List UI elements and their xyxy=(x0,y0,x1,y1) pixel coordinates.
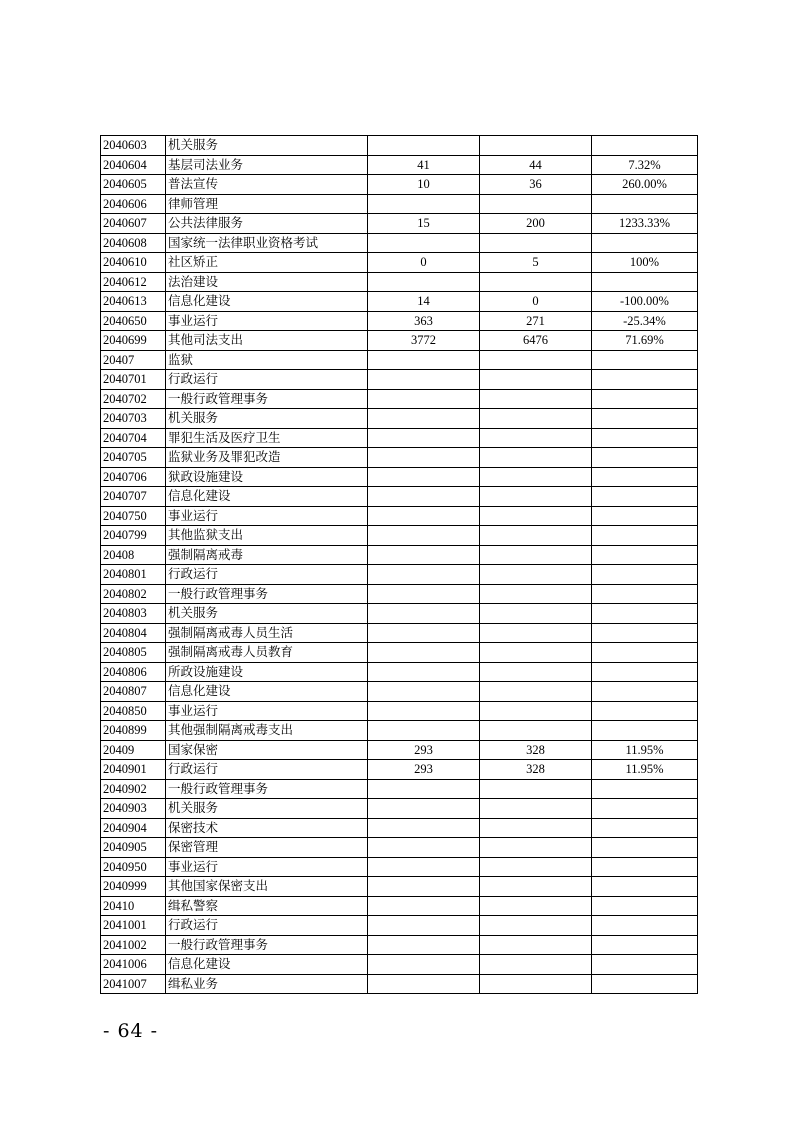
change-percent-cell xyxy=(592,136,698,156)
table-row xyxy=(101,935,698,955)
change-percent-cell: 11.95% xyxy=(592,740,698,760)
table-row xyxy=(101,214,698,234)
subject-code-cell: 2040605 xyxy=(101,175,166,195)
change-percent-cell xyxy=(592,818,698,838)
prior-amount-cell: 0 xyxy=(368,253,480,273)
current-amount-cell: 200 xyxy=(480,214,592,234)
subject-code-cell: 2040950 xyxy=(101,857,166,877)
table-row xyxy=(101,604,698,624)
subject-name-cell: 行政运行 xyxy=(166,916,368,936)
current-amount-cell: 0 xyxy=(480,292,592,312)
subject-code-cell: 2040607 xyxy=(101,214,166,234)
subject-code-cell: 2040699 xyxy=(101,331,166,351)
table-row xyxy=(101,487,698,507)
current-amount-cell xyxy=(480,779,592,799)
subject-name-cell: 机关服务 xyxy=(166,409,368,429)
subject-name-cell: 事业运行 xyxy=(166,506,368,526)
current-amount-cell xyxy=(480,350,592,370)
subject-code-cell: 2040608 xyxy=(101,233,166,253)
table-row xyxy=(101,974,698,994)
table-row xyxy=(101,506,698,526)
table-row xyxy=(101,760,698,780)
prior-amount-cell xyxy=(368,838,480,858)
subject-code-cell: 2041006 xyxy=(101,955,166,975)
table-row xyxy=(101,526,698,546)
table-row xyxy=(101,799,698,819)
change-percent-cell: 260.00% xyxy=(592,175,698,195)
prior-amount-cell xyxy=(368,448,480,468)
subject-code-cell: 2041007 xyxy=(101,974,166,994)
subject-name-cell: 事业运行 xyxy=(166,857,368,877)
subject-name-cell: 罪犯生活及医疗卫生 xyxy=(166,428,368,448)
subject-code-cell: 2040612 xyxy=(101,272,166,292)
subject-code-cell: 2040903 xyxy=(101,799,166,819)
current-amount-cell xyxy=(480,662,592,682)
subject-code-cell: 2040703 xyxy=(101,409,166,429)
table-row xyxy=(101,253,698,273)
prior-amount-cell xyxy=(368,682,480,702)
subject-name-cell: 事业运行 xyxy=(166,701,368,721)
table-row xyxy=(101,584,698,604)
subject-code-cell: 2040705 xyxy=(101,448,166,468)
prior-amount-cell xyxy=(368,779,480,799)
current-amount-cell xyxy=(480,370,592,390)
change-percent-cell xyxy=(592,428,698,448)
subject-name-cell: 保密管理 xyxy=(166,838,368,858)
current-amount-cell xyxy=(480,428,592,448)
table-row xyxy=(101,721,698,741)
change-percent-cell xyxy=(592,272,698,292)
current-amount-cell xyxy=(480,701,592,721)
current-amount-cell xyxy=(480,545,592,565)
current-amount-cell xyxy=(480,389,592,409)
subject-name-cell: 其他司法支出 xyxy=(166,331,368,351)
change-percent-cell: 100% xyxy=(592,253,698,273)
subject-code-cell: 2040905 xyxy=(101,838,166,858)
change-percent-cell xyxy=(592,350,698,370)
change-percent-cell xyxy=(592,974,698,994)
current-amount-cell xyxy=(480,877,592,897)
subject-name-cell: 律师管理 xyxy=(166,194,368,214)
table-row xyxy=(101,428,698,448)
table-row xyxy=(101,877,698,897)
subject-name-cell: 强制隔离戒毒人员教育 xyxy=(166,643,368,663)
change-percent-cell xyxy=(592,487,698,507)
prior-amount-cell: 363 xyxy=(368,311,480,331)
subject-name-cell: 机关服务 xyxy=(166,604,368,624)
subject-name-cell: 其他国家保密支出 xyxy=(166,877,368,897)
subject-code-cell: 2040904 xyxy=(101,818,166,838)
change-percent-cell xyxy=(592,799,698,819)
subject-name-cell: 强制隔离戒毒人员生活 xyxy=(166,623,368,643)
subject-code-cell: 20407 xyxy=(101,350,166,370)
change-percent-cell xyxy=(592,526,698,546)
change-percent-cell xyxy=(592,467,698,487)
current-amount-cell xyxy=(480,643,592,663)
prior-amount-cell: 14 xyxy=(368,292,480,312)
table-row xyxy=(101,311,698,331)
table-row xyxy=(101,740,698,760)
current-amount-cell: 5 xyxy=(480,253,592,273)
prior-amount-cell xyxy=(368,389,480,409)
subject-code-cell: 2041001 xyxy=(101,916,166,936)
table-row xyxy=(101,155,698,175)
table-row xyxy=(101,896,698,916)
subject-name-cell: 一般行政管理事务 xyxy=(166,779,368,799)
prior-amount-cell xyxy=(368,877,480,897)
subject-code-cell: 2040604 xyxy=(101,155,166,175)
table-row xyxy=(101,194,698,214)
subject-name-cell: 其他强制隔离戒毒支出 xyxy=(166,721,368,741)
prior-amount-cell xyxy=(368,818,480,838)
subject-name-cell: 一般行政管理事务 xyxy=(166,935,368,955)
change-percent-cell xyxy=(592,565,698,585)
subject-code-cell: 2040805 xyxy=(101,643,166,663)
change-percent-cell xyxy=(592,935,698,955)
current-amount-cell xyxy=(480,721,592,741)
table-row xyxy=(101,818,698,838)
subject-code-cell: 2040603 xyxy=(101,136,166,156)
prior-amount-cell xyxy=(368,584,480,604)
subject-name-cell: 狱政设施建设 xyxy=(166,467,368,487)
current-amount-cell xyxy=(480,935,592,955)
current-amount-cell xyxy=(480,857,592,877)
subject-code-cell: 2040707 xyxy=(101,487,166,507)
table-row xyxy=(101,136,698,156)
current-amount-cell xyxy=(480,272,592,292)
subject-code-cell: 2040702 xyxy=(101,389,166,409)
prior-amount-cell xyxy=(368,721,480,741)
current-amount-cell xyxy=(480,682,592,702)
change-percent-cell: 71.69% xyxy=(592,331,698,351)
subject-name-cell: 国家保密 xyxy=(166,740,368,760)
change-percent-cell xyxy=(592,721,698,741)
change-percent-cell xyxy=(592,701,698,721)
current-amount-cell xyxy=(480,526,592,546)
prior-amount-cell xyxy=(368,662,480,682)
subject-name-cell: 信息化建设 xyxy=(166,955,368,975)
prior-amount-cell xyxy=(368,799,480,819)
subject-code-cell: 2040750 xyxy=(101,506,166,526)
current-amount-cell xyxy=(480,604,592,624)
prior-amount-cell xyxy=(368,194,480,214)
subject-name-cell: 行政运行 xyxy=(166,565,368,585)
prior-amount-cell: 10 xyxy=(368,175,480,195)
subject-name-cell: 国家统一法律职业资格考试 xyxy=(166,233,368,253)
prior-amount-cell xyxy=(368,955,480,975)
current-amount-cell: 271 xyxy=(480,311,592,331)
prior-amount-cell xyxy=(368,701,480,721)
table-row xyxy=(101,916,698,936)
page-number: - 64 - xyxy=(103,1020,159,1042)
subject-code-cell: 2040799 xyxy=(101,526,166,546)
subject-code-cell: 2040999 xyxy=(101,877,166,897)
current-amount-cell xyxy=(480,233,592,253)
table-row xyxy=(101,701,698,721)
subject-name-cell: 基层司法业务 xyxy=(166,155,368,175)
current-amount-cell xyxy=(480,448,592,468)
change-percent-cell xyxy=(592,643,698,663)
subject-name-cell: 所政设施建设 xyxy=(166,662,368,682)
prior-amount-cell xyxy=(368,136,480,156)
current-amount-cell xyxy=(480,194,592,214)
table-row xyxy=(101,292,698,312)
table-row xyxy=(101,955,698,975)
subject-code-cell: 2040899 xyxy=(101,721,166,741)
prior-amount-cell xyxy=(368,857,480,877)
change-percent-cell xyxy=(592,682,698,702)
current-amount-cell xyxy=(480,467,592,487)
change-percent-cell xyxy=(592,604,698,624)
subject-name-cell: 监狱业务及罪犯改造 xyxy=(166,448,368,468)
change-percent-cell: -100.00% xyxy=(592,292,698,312)
table-row xyxy=(101,662,698,682)
change-percent-cell xyxy=(592,194,698,214)
budget-table xyxy=(100,135,698,994)
subject-name-cell: 法治建设 xyxy=(166,272,368,292)
subject-name-cell: 机关服务 xyxy=(166,136,368,156)
subject-code-cell: 2040902 xyxy=(101,779,166,799)
prior-amount-cell: 293 xyxy=(368,740,480,760)
prior-amount-cell xyxy=(368,272,480,292)
prior-amount-cell: 293 xyxy=(368,760,480,780)
change-percent-cell xyxy=(592,584,698,604)
subject-name-cell: 事业运行 xyxy=(166,311,368,331)
table-row xyxy=(101,448,698,468)
subject-code-cell: 2040850 xyxy=(101,701,166,721)
change-percent-cell xyxy=(592,545,698,565)
change-percent-cell: -25.34% xyxy=(592,311,698,331)
current-amount-cell xyxy=(480,916,592,936)
current-amount-cell: 6476 xyxy=(480,331,592,351)
subject-name-cell: 公共法律服务 xyxy=(166,214,368,234)
change-percent-cell xyxy=(592,389,698,409)
change-percent-cell xyxy=(592,955,698,975)
subject-name-cell: 缉私警察 xyxy=(166,896,368,916)
subject-code-cell: 20410 xyxy=(101,896,166,916)
current-amount-cell: 36 xyxy=(480,175,592,195)
current-amount-cell xyxy=(480,623,592,643)
current-amount-cell xyxy=(480,838,592,858)
table-row xyxy=(101,233,698,253)
prior-amount-cell xyxy=(368,623,480,643)
change-percent-cell xyxy=(592,370,698,390)
subject-code-cell: 2040807 xyxy=(101,682,166,702)
subject-name-cell: 机关服务 xyxy=(166,799,368,819)
table-row xyxy=(101,545,698,565)
subject-code-cell: 2040802 xyxy=(101,584,166,604)
change-percent-cell xyxy=(592,448,698,468)
prior-amount-cell: 3772 xyxy=(368,331,480,351)
table-row xyxy=(101,779,698,799)
change-percent-cell xyxy=(592,877,698,897)
subject-code-cell: 20408 xyxy=(101,545,166,565)
current-amount-cell: 44 xyxy=(480,155,592,175)
subject-name-cell: 保密技术 xyxy=(166,818,368,838)
current-amount-cell xyxy=(480,584,592,604)
current-amount-cell xyxy=(480,955,592,975)
change-percent-cell xyxy=(592,838,698,858)
table-row xyxy=(101,857,698,877)
change-percent-cell xyxy=(592,662,698,682)
current-amount-cell xyxy=(480,818,592,838)
change-percent-cell xyxy=(592,857,698,877)
current-amount-cell xyxy=(480,506,592,526)
table-row xyxy=(101,370,698,390)
current-amount-cell xyxy=(480,565,592,585)
prior-amount-cell xyxy=(368,643,480,663)
prior-amount-cell xyxy=(368,545,480,565)
prior-amount-cell xyxy=(368,409,480,429)
table-row xyxy=(101,467,698,487)
prior-amount-cell xyxy=(368,467,480,487)
prior-amount-cell xyxy=(368,604,480,624)
table-row xyxy=(101,389,698,409)
subject-code-cell: 2040650 xyxy=(101,311,166,331)
prior-amount-cell xyxy=(368,916,480,936)
current-amount-cell: 328 xyxy=(480,760,592,780)
subject-name-cell: 一般行政管理事务 xyxy=(166,584,368,604)
subject-name-cell: 普法宣传 xyxy=(166,175,368,195)
subject-code-cell: 2041002 xyxy=(101,935,166,955)
subject-code-cell: 2040610 xyxy=(101,253,166,273)
prior-amount-cell xyxy=(368,487,480,507)
prior-amount-cell: 15 xyxy=(368,214,480,234)
subject-code-cell: 2040704 xyxy=(101,428,166,448)
subject-name-cell: 信息化建设 xyxy=(166,292,368,312)
subject-code-cell: 2040806 xyxy=(101,662,166,682)
subject-name-cell: 行政运行 xyxy=(166,760,368,780)
table-row xyxy=(101,175,698,195)
subject-code-cell: 2040606 xyxy=(101,194,166,214)
subject-name-cell: 缉私业务 xyxy=(166,974,368,994)
subject-code-cell: 2040901 xyxy=(101,760,166,780)
subject-name-cell: 社区矫正 xyxy=(166,253,368,273)
prior-amount-cell xyxy=(368,350,480,370)
change-percent-cell xyxy=(592,409,698,429)
current-amount-cell xyxy=(480,896,592,916)
table-row xyxy=(101,350,698,370)
prior-amount-cell xyxy=(368,935,480,955)
prior-amount-cell xyxy=(368,506,480,526)
subject-code-cell: 2040803 xyxy=(101,604,166,624)
table-row xyxy=(101,565,698,585)
change-percent-cell xyxy=(592,779,698,799)
subject-name-cell: 信息化建设 xyxy=(166,682,368,702)
subject-code-cell: 20409 xyxy=(101,740,166,760)
current-amount-cell xyxy=(480,487,592,507)
change-percent-cell: 11.95% xyxy=(592,760,698,780)
current-amount-cell xyxy=(480,136,592,156)
change-percent-cell xyxy=(592,896,698,916)
current-amount-cell xyxy=(480,799,592,819)
change-percent-cell xyxy=(592,623,698,643)
subject-code-cell: 2040701 xyxy=(101,370,166,390)
prior-amount-cell xyxy=(368,896,480,916)
prior-amount-cell xyxy=(368,526,480,546)
subject-name-cell: 一般行政管理事务 xyxy=(166,389,368,409)
subject-name-cell: 强制隔离戒毒 xyxy=(166,545,368,565)
table-row xyxy=(101,272,698,292)
subject-code-cell: 2040706 xyxy=(101,467,166,487)
change-percent-cell: 1233.33% xyxy=(592,214,698,234)
subject-name-cell: 信息化建设 xyxy=(166,487,368,507)
table-row xyxy=(101,409,698,429)
table-row xyxy=(101,623,698,643)
current-amount-cell xyxy=(480,974,592,994)
table-row xyxy=(101,838,698,858)
change-percent-cell xyxy=(592,233,698,253)
prior-amount-cell xyxy=(368,565,480,585)
subject-name-cell: 监狱 xyxy=(166,350,368,370)
change-percent-cell xyxy=(592,506,698,526)
prior-amount-cell xyxy=(368,974,480,994)
prior-amount-cell xyxy=(368,428,480,448)
subject-code-cell: 2040801 xyxy=(101,565,166,585)
current-amount-cell: 328 xyxy=(480,740,592,760)
subject-code-cell: 2040804 xyxy=(101,623,166,643)
current-amount-cell xyxy=(480,409,592,429)
prior-amount-cell xyxy=(368,233,480,253)
subject-name-cell: 其他监狱支出 xyxy=(166,526,368,546)
table-row xyxy=(101,331,698,351)
change-percent-cell xyxy=(592,916,698,936)
budget-table-body xyxy=(101,136,698,994)
subject-name-cell: 行政运行 xyxy=(166,370,368,390)
prior-amount-cell: 41 xyxy=(368,155,480,175)
change-percent-cell: 7.32% xyxy=(592,155,698,175)
table-row xyxy=(101,682,698,702)
subject-code-cell: 2040613 xyxy=(101,292,166,312)
table-row xyxy=(101,643,698,663)
prior-amount-cell xyxy=(368,370,480,390)
